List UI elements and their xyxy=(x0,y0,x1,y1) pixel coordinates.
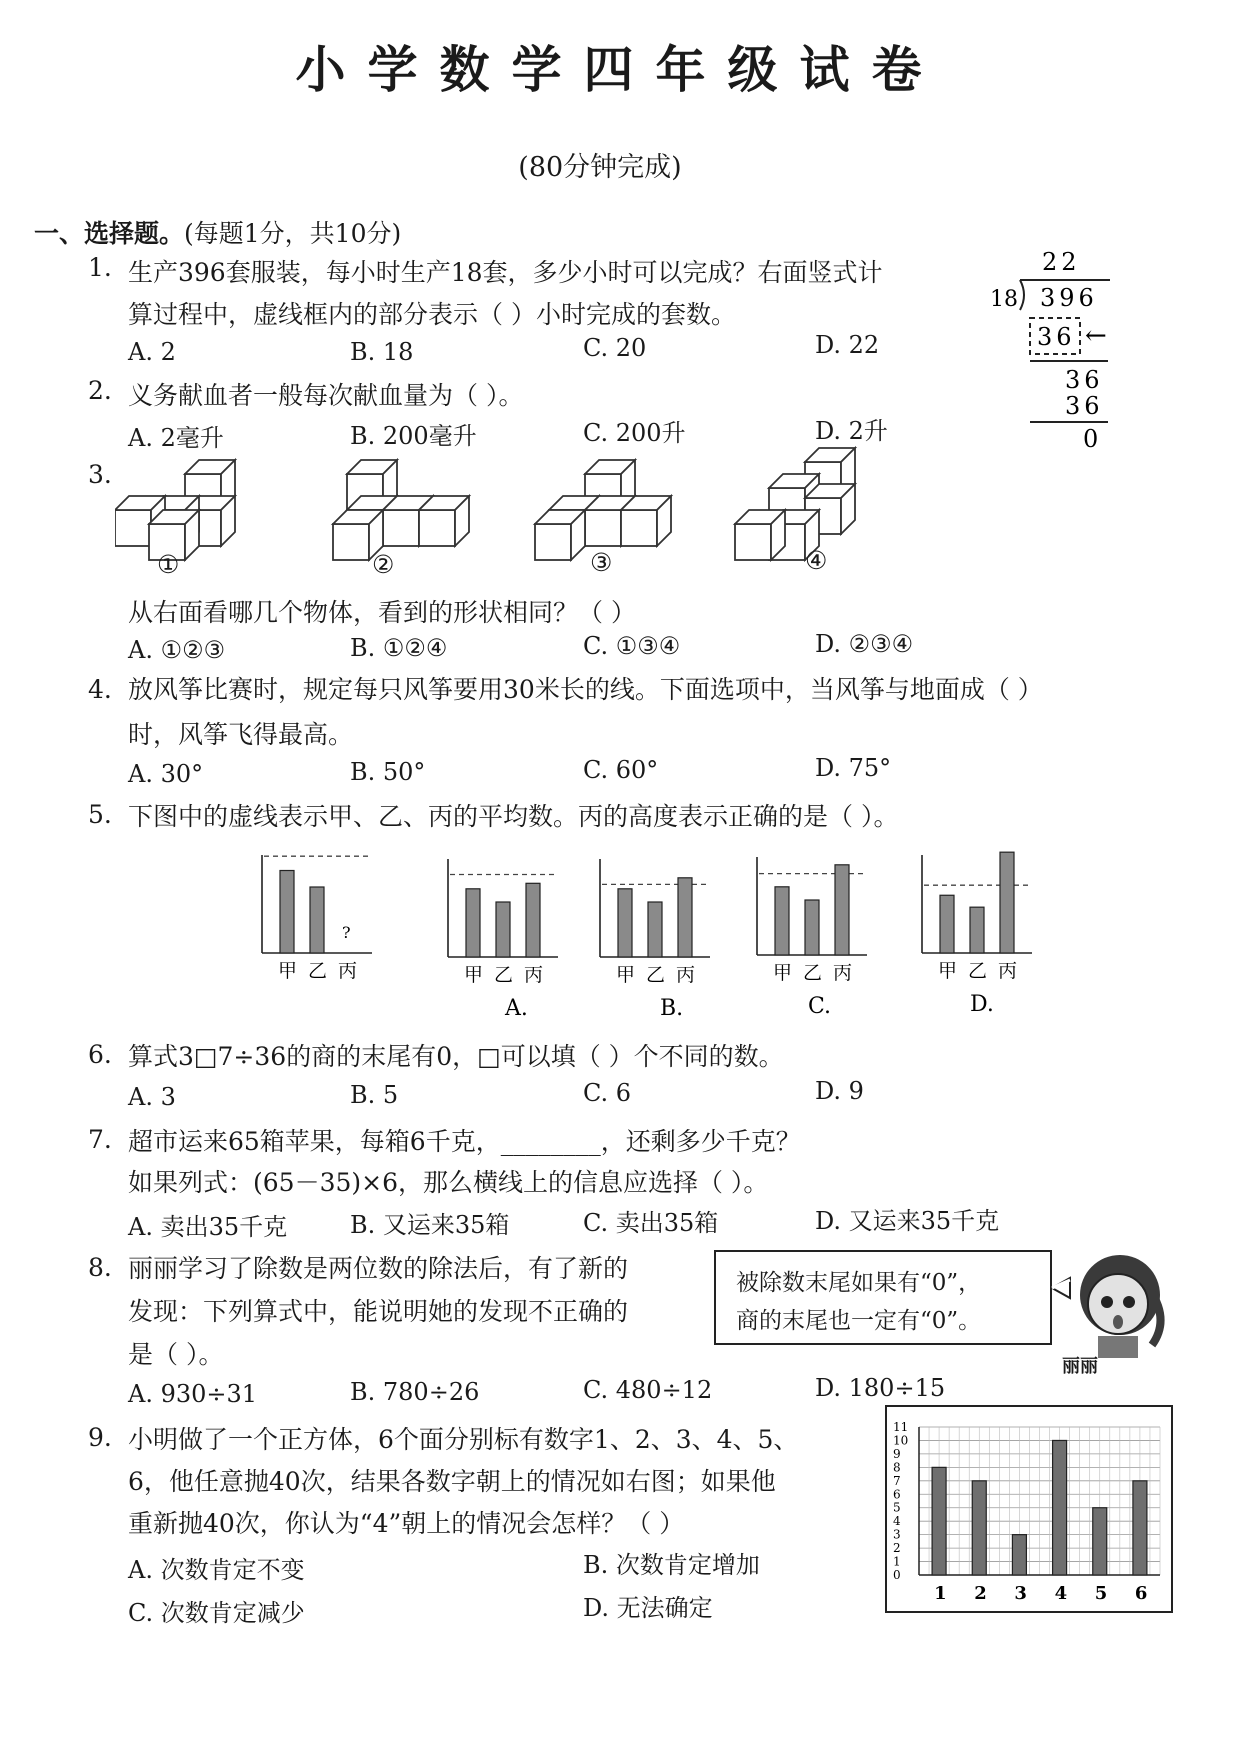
q7-option-d[interactable]: D. 又运来35千克 xyxy=(815,1207,1000,1235)
q5-chart-original xyxy=(262,855,372,982)
y-tick-label: 0 xyxy=(893,1568,901,1582)
bar-甲 xyxy=(618,889,632,957)
q2-option-c[interactable]: C. 200升 xyxy=(583,419,686,447)
q4-option-a[interactable]: A. 30° xyxy=(128,760,204,788)
q4-option-b[interactable]: B. 50° xyxy=(350,758,426,786)
q1-option-d[interactable]: D. 22 xyxy=(815,331,880,359)
q6-option-b[interactable]: B. 5 xyxy=(350,1081,399,1109)
bar-label-乙: 乙 xyxy=(803,962,823,984)
bar-label-乙: 乙 xyxy=(494,964,514,986)
q3-figure-1 xyxy=(115,460,235,560)
bar-丙 xyxy=(526,883,540,957)
bar-5 xyxy=(1093,1508,1107,1575)
bar-label-丙: 丙 xyxy=(338,960,358,982)
q4-number: 4. xyxy=(88,675,112,704)
q8-text-line3: 是（ ）。 xyxy=(128,1340,224,1369)
chart-option-letter: D. xyxy=(970,992,994,1017)
dice-frequency-chart xyxy=(885,1405,1175,1615)
q8-number: 8. xyxy=(88,1253,112,1282)
division-boxed-value: 36 xyxy=(1037,323,1076,351)
q8-option-b[interactable]: B. 780÷26 xyxy=(350,1378,480,1406)
bar-label-甲: 甲 xyxy=(773,962,793,984)
division-bracket xyxy=(1020,280,1024,310)
bar-label-乙: 乙 xyxy=(308,960,328,982)
q9-option-b[interactable]: B. 次数肯定增加 xyxy=(583,1551,760,1579)
bar-乙 xyxy=(496,902,510,957)
bar-label-丙: 丙 xyxy=(524,964,544,986)
q3-figure-label-2: ② xyxy=(372,550,395,579)
division-step2a: 36 xyxy=(1065,366,1104,394)
bar-丙 xyxy=(678,878,692,957)
girl-eye-right xyxy=(1123,1296,1135,1308)
y-tick-label: 7 xyxy=(893,1473,901,1488)
bar-乙 xyxy=(310,887,324,953)
bar-2 xyxy=(972,1481,986,1575)
q1-option-b[interactable]: B. 18 xyxy=(350,338,414,366)
q5-chart-a xyxy=(448,859,558,1020)
x-tick-label: 2 xyxy=(974,1583,987,1604)
bar-label-乙: 乙 xyxy=(646,964,666,986)
division-remainder: 0 xyxy=(1083,425,1099,453)
q1-text-line2: 算过程中，虚线框内的部分表示（ ）小时完成的套数。 xyxy=(128,300,736,329)
q3-figure-2 xyxy=(333,460,469,560)
q2-option-b[interactable]: B. 200毫升 xyxy=(350,422,477,450)
q7-option-b[interactable]: B. 又运来35箱 xyxy=(350,1211,510,1239)
bar-label-甲: 甲 xyxy=(616,964,636,986)
y-tick-label: 11 xyxy=(893,1420,909,1434)
q5-chart-b xyxy=(600,859,710,1020)
q7-text-line2: 如果列式：(65－35)×6，那么横线上的信息应选择（ ）。 xyxy=(128,1168,769,1197)
y-tick-label: 2 xyxy=(893,1541,901,1556)
y-tick-label: 3 xyxy=(893,1527,901,1542)
q9-text-line2: 6，他任意抛40次，结果各数字朝上的情况如右图；如果他 xyxy=(128,1467,776,1496)
section-heading xyxy=(34,214,401,250)
bar-label-甲: 甲 xyxy=(938,960,958,982)
q9-text-line3: 重新抛40次，你认为“4”朝上的情况会怎样？（ ） xyxy=(128,1509,685,1538)
q8-option-c[interactable]: C. 480÷12 xyxy=(583,1376,713,1404)
division-step2b: 36 xyxy=(1065,392,1104,420)
q8-option-d[interactable]: D. 180÷15 xyxy=(815,1374,946,1402)
q4-option-c[interactable]: C. 60° xyxy=(583,756,659,784)
q3-option-b[interactable]: B. ①②④ xyxy=(350,634,448,662)
division-quotient: 22 xyxy=(1042,248,1081,276)
x-tick-label: 5 xyxy=(1094,1583,1108,1604)
q5-text: 下图中的虚线表示甲、乙、丙的平均数。丙的高度表示正确的是（ ）。 xyxy=(128,802,899,831)
bar-丙 xyxy=(835,865,849,955)
bar-乙 xyxy=(648,902,662,957)
q2-option-a[interactable]: A. 2毫升 xyxy=(128,424,224,452)
y-tick-label: 1 xyxy=(893,1554,901,1569)
y-tick-label: 6 xyxy=(893,1487,901,1502)
q8-text-line1: 丽丽学习了除数是两位数的除法后，有了新的 xyxy=(128,1254,629,1283)
y-tick-label: 4 xyxy=(893,1514,901,1529)
y-tick-label: 8 xyxy=(893,1460,901,1475)
x-tick-label: 3 xyxy=(1014,1583,1027,1604)
bar-label-丙: 丙 xyxy=(998,960,1018,982)
q2-option-d[interactable]: D. 2升 xyxy=(815,417,888,445)
q3-figure-label-3: ③ xyxy=(590,548,613,577)
arrow-icon: ← xyxy=(1085,321,1107,351)
bar-label-丙: 丙 xyxy=(676,964,696,986)
bar-label-甲: 甲 xyxy=(464,964,484,986)
x-tick-label: 4 xyxy=(1054,1583,1068,1604)
bubble-line2: 商的末尾也一定有“0”。 xyxy=(736,1308,982,1334)
q3-option-c[interactable]: C. ①③④ xyxy=(583,632,681,660)
q9-option-d[interactable]: D. 无法确定 xyxy=(583,1594,713,1622)
q9-option-a[interactable]: A. 次数肯定不变 xyxy=(128,1556,305,1584)
girl-body xyxy=(1098,1336,1138,1358)
bar-4 xyxy=(1053,1440,1067,1575)
bar-丙 xyxy=(1000,852,1014,953)
q7-number: 7. xyxy=(88,1125,112,1154)
q1-text-line1: 生产396套服装，每小时生产18套，多少小时可以完成？右面竖式计 xyxy=(128,258,883,287)
bar-label-甲: 甲 xyxy=(278,960,298,982)
q6-option-d[interactable]: D. 9 xyxy=(815,1077,864,1105)
long-division-figure xyxy=(980,240,1130,470)
q5-number: 5. xyxy=(88,800,112,829)
q9-option-c[interactable]: C. 次数肯定减少 xyxy=(128,1599,305,1627)
q3-option-d[interactable]: D. ②③④ xyxy=(815,630,914,658)
y-tick-label: 5 xyxy=(893,1500,901,1515)
q3-option-a[interactable]: A. ①②③ xyxy=(128,636,226,664)
q6-option-c[interactable]: C. 6 xyxy=(583,1079,632,1107)
q5-charts xyxy=(0,830,1239,1020)
division-dividend: 396 xyxy=(1040,284,1098,312)
q2-number: 2. xyxy=(88,376,112,405)
chart-option-letter: C. xyxy=(808,994,832,1019)
q3-figure-label-1: ① xyxy=(157,550,180,579)
q6-option-a[interactable]: A. 3 xyxy=(128,1083,176,1111)
girl-illustration xyxy=(1040,1250,1170,1360)
q3-figures xyxy=(115,440,975,590)
bar-甲 xyxy=(466,889,480,957)
y-tick-label: 10 xyxy=(893,1433,909,1448)
section-scoring: (每题1分，共10分) xyxy=(184,219,402,248)
bar-6 xyxy=(1133,1481,1147,1575)
speech-bubble xyxy=(714,1250,1052,1345)
q4-text-line1: 放风筝比赛时，规定每只风筝要用30米长的线。下面选项中，当风筝与地面成（ ） xyxy=(128,675,1043,704)
bar-label-乙: 乙 xyxy=(968,960,988,982)
x-tick-label: 6 xyxy=(1134,1583,1148,1604)
bar-乙 xyxy=(805,900,819,955)
q3-number: 3. xyxy=(88,460,112,489)
q6-number: 6. xyxy=(88,1040,112,1069)
q3-figure-3 xyxy=(535,460,671,560)
q4-option-d[interactable]: D. 75° xyxy=(815,754,892,782)
unknown-mark: ? xyxy=(342,923,351,942)
q5-chart-c xyxy=(757,857,867,1019)
division-divisor: 18 xyxy=(990,287,1018,312)
girl-mouth xyxy=(1113,1315,1123,1329)
q1-option-a[interactable]: A. 2 xyxy=(128,338,176,366)
girl-eye-left xyxy=(1101,1296,1113,1308)
q1-option-c[interactable]: C. 20 xyxy=(583,334,647,362)
q6-text: 算式3□7÷36的商的末尾有0，□可以填（ ）个不同的数。 xyxy=(128,1042,784,1071)
section-label: 一、选择题。 xyxy=(34,219,185,248)
bubble-line1: 被除数末尾如果有“0”， xyxy=(736,1270,982,1296)
q7-option-c[interactable]: C. 卖出35箱 xyxy=(583,1209,719,1237)
q8-text-line2: 发现：下列算式中，能说明她的发现不正确的 xyxy=(128,1297,629,1326)
bar-label-丙: 丙 xyxy=(833,962,853,984)
q8-option-a[interactable]: A. 930÷31 xyxy=(128,1380,258,1408)
bar-甲 xyxy=(280,871,294,954)
bar-乙 xyxy=(970,907,984,953)
q3-text: 从右面看哪几个物体，看到的形状相同？（ ） xyxy=(128,598,636,627)
q9-number: 9. xyxy=(88,1423,112,1452)
q7-text-line1: 超市运来65箱苹果，每箱6千克，________，还剩多少千克？ xyxy=(128,1127,801,1156)
q3-figure-4 xyxy=(735,448,855,560)
q3-figure-label-4: ④ xyxy=(805,546,828,575)
q7-option-a[interactable]: A. 卖出35千克 xyxy=(128,1213,288,1241)
bar-甲 xyxy=(940,895,954,953)
q5-chart-d xyxy=(922,852,1032,1017)
q4-text-line2: 时，风筝飞得最高。 xyxy=(128,720,354,749)
chart-option-letter: A. xyxy=(505,996,528,1020)
q2-text: 义务献血者一般每次献血量为（ ）。 xyxy=(128,381,524,410)
bar-1 xyxy=(932,1467,946,1575)
girl-name: 丽丽 xyxy=(1062,1356,1098,1377)
page-subtitle: (80分钟完成) xyxy=(518,152,682,183)
q9-text-line1: 小明做了一个正方体，6个面分别标有数字1、2、3、4、5、 xyxy=(128,1425,799,1454)
chart-option-letter: B. xyxy=(660,996,684,1020)
bar-3 xyxy=(1012,1535,1026,1575)
bar-甲 xyxy=(775,887,789,955)
x-tick-label: 1 xyxy=(934,1583,947,1604)
page-title: 小学数学四年级试卷 xyxy=(295,41,944,99)
q1-number: 1. xyxy=(88,253,112,282)
y-tick-label: 9 xyxy=(893,1446,901,1461)
